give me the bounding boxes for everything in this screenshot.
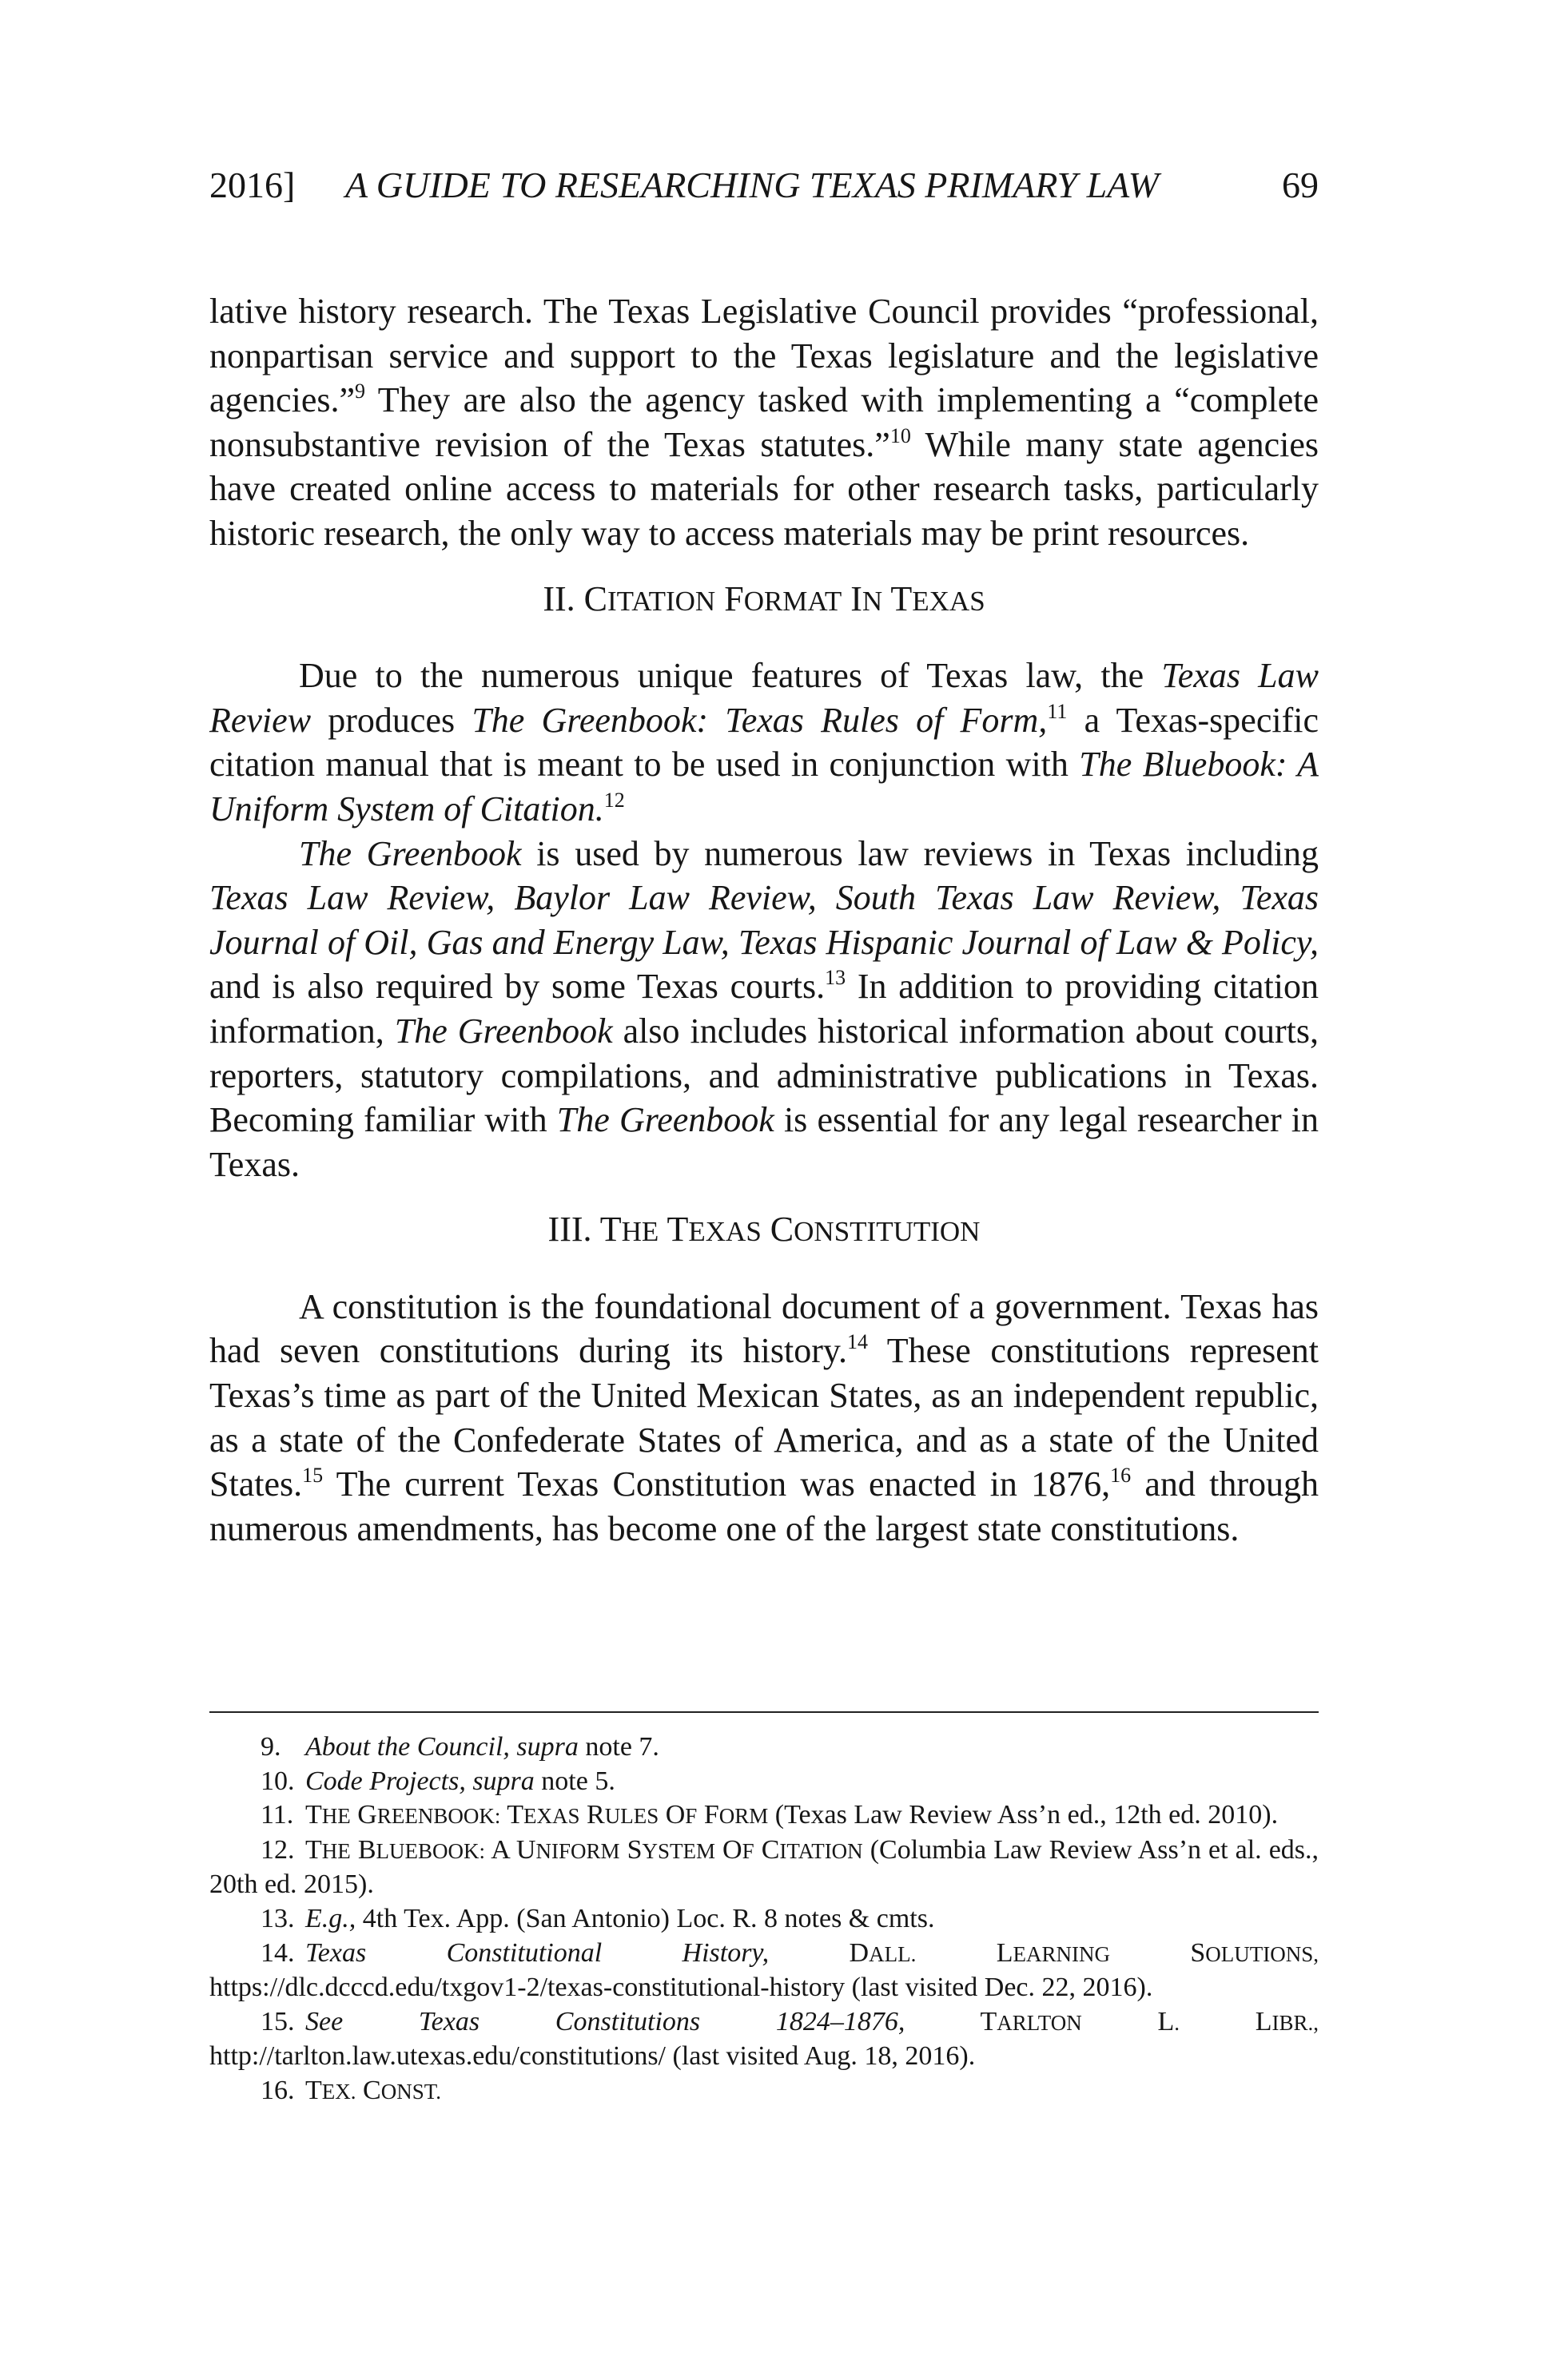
paragraph-greenbook-usage: The Greenbook is used by numerous law reviews in Texas including Texas Law Review, Baylor Law Review, South Texas Law Review, Texas Journal of Oil, Gas and Energy Law, Texas Hispanic Journal of Law & Policy, and is also required by some Texas courts.$^{13}$ In addition to providing citation information, The Greenbook also includes historical information about courts, reporters, statutory compilations, and administrative publications in Texas. Becoming familiar with The Greenbook is essential for any legal researcher in Texas.: [209, 833, 1319, 1184]
footnote-9: 9. About the Council, supra note 7.: [261, 1732, 659, 1762]
body-text: [209, 289, 1319, 1551]
footnote-ref[interactable]: 16: [1110, 1464, 1132, 1488]
footnote-15-url: [209, 2040, 1319, 2074]
citation-title: The Greenbook: [299, 833, 522, 873]
citation-title: The Bluebook: A Uniform System of Citation.: [209, 745, 1319, 828]
footnote-ref[interactable]: 14: [847, 1330, 869, 1354]
footnote-13: 13. E.g., 4th Tex. App. (San Antonio) Loc. R. 8 notes & cmts.: [261, 1903, 935, 1933]
citation-title: The Greenbook: [556, 1100, 774, 1140]
footnote-ref[interactable]: 13: [825, 966, 846, 990]
page-number: 69: [1282, 165, 1319, 205]
footnote-12: 12. THE BLUEBOOK: A UNIFORM SYSTEM OF CITATION (Columbia Law Review Ass’n et al. eds., 20th ed. 2015).: [209, 1834, 1319, 1900]
volume-year: 2016]: [209, 165, 296, 205]
paragraph-constitution: A constitution is the foundational document of a government. Texas has had seven constitutions during its history.$^{14}$ These constitutions represent Texas’s time as part of the United Mexican States, as an independent republic, as a state of the Confederate States of America, and as a state of the United States.$^{15}$ The current Texas Constitution was enacted in 1876,16 and through numerous amendments, has become one of the largest state constitutions.: [209, 1286, 1319, 1548]
source-link[interactable]: http://tarlton.law.utexas.edu/constitutions/ (last visited Aug. 18, 2016).: [209, 2041, 976, 2072]
paragraph-legislative-history: lative history research. The Texas Legislative Council provides “professional, nonpartisan service and support to the Texas legislature and the legislative agencies.”$^9$ They are also the agency tasked with implementing a “complete nonsubstantive revision of the Texas statutes.”$^{10}$ While many state agencies have created online access to materials for other research tasks, particularly historic research, the only way to access materials may be print resources.: [209, 292, 1319, 553]
footnote-ref[interactable]: 12: [603, 788, 625, 812]
citation-title: Texas Law Review: [209, 656, 1319, 740]
journal-list: Texas Law Review, Baylor Law Review, South Texas Law Review, Texas Journal of Oil, Gas and Energy Law, Texas Hispanic Journal of Law & Policy,: [209, 878, 1319, 962]
section-heading-texas-constitution: III. THE TEXAS CONSTITUTION: [547, 1210, 981, 1250]
footnote-ref[interactable]: 11: [1047, 699, 1068, 723]
section-heading-citation-format: II. CITATION FORMAT IN TEXAS: [543, 578, 985, 618]
footnote-ref[interactable]: 10: [889, 423, 911, 447]
citation-title: The Greenbook: [394, 1011, 613, 1051]
citation-title: The Greenbook: Texas Rules of Form,: [472, 700, 1048, 740]
footnote-ref[interactable]: 9: [355, 379, 365, 403]
footnote-10: 10. Code Projects, supra note 5.: [261, 1766, 615, 1796]
footnote-14: 14. Texas Constitutional History, DALL. LEARNING SOLUTIONS,: [261, 1937, 1319, 1968]
source-link[interactable]: https://dlc.dcccd.edu/txgov1-2/texas-constitutional-history (last visited Dec. 22, 2016).: [209, 1973, 1153, 2003]
paragraph-greenbook-intro: Due to the numerous unique features of Texas law, the Texas Law Review produces The Greenbook: Texas Rules of Form,$^{11}$ a Texas-specific citation manual that is meant to be used in conjunction with The Bluebook: A Uniform System of Citation.$^{12}$: [209, 656, 1319, 828]
footnote-divider: [209, 1711, 1319, 1713]
article-title: A GUIDE TO RESEARCHING TEXAS PRIMARY LAW: [345, 165, 1159, 205]
footnotes: [209, 1730, 1319, 2109]
footnote-15: 15. See Texas Constitutions 1824–1876, TARLTON L. LIBR.,: [261, 2006, 1319, 2036]
footnote-16: 16. TEX. CONST.: [261, 2075, 441, 2105]
footnote-11: 11. THE GREENBOOK: TEXAS RULES OF FORM (Texas Law Review Ass’n ed., 12th ed. 2010).: [261, 1800, 1279, 1830]
footnote-ref[interactable]: 15: [302, 1464, 324, 1488]
running-head: [209, 161, 1319, 209]
footnote-14-url: [209, 1971, 1319, 2005]
